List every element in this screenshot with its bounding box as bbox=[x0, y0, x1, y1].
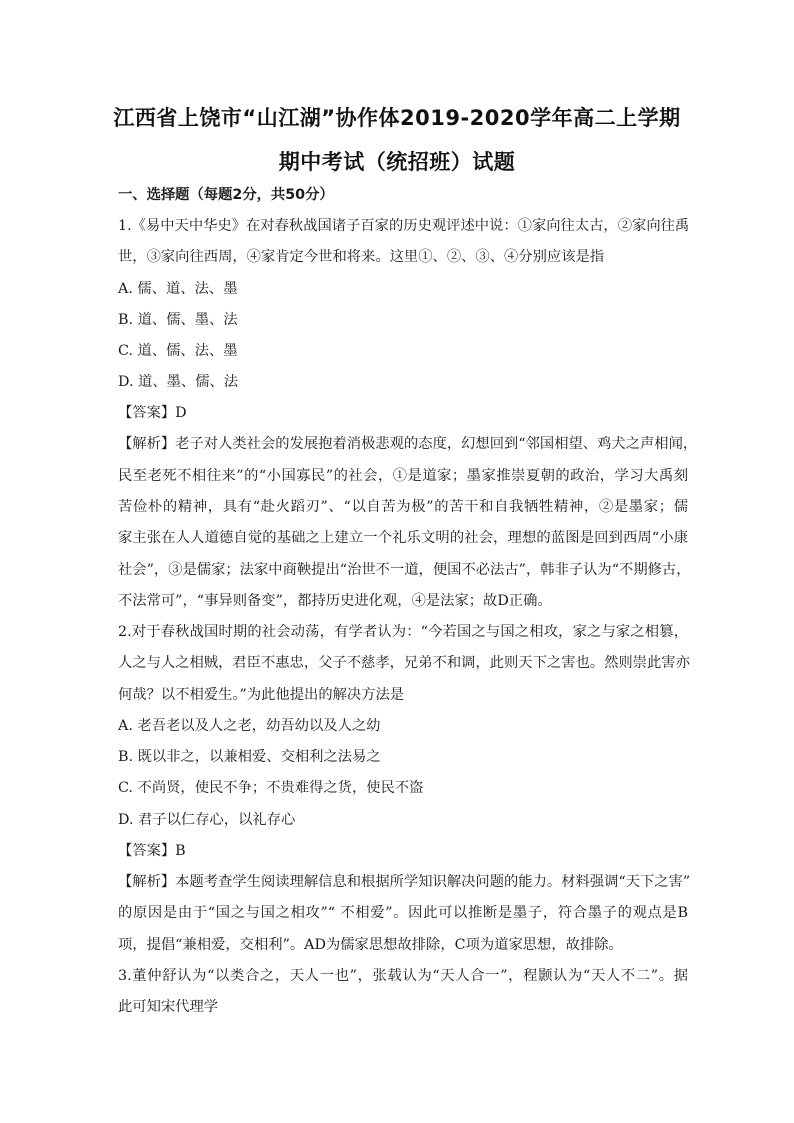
q1-explanation-line-3: 苦俭朴的精神，具有“赴火蹈刃”、“以自苦为极”的苦干和自我牺牲精神，②是墨家；儒 bbox=[118, 499, 688, 515]
q2-option-d: D. 君子以仁存心，以礼存心 bbox=[118, 812, 296, 828]
q2-explanation-line-2: 的原因是由于“国之与国之相攻”“ 不相爱”。因此可以推断是墨子，符合墨子的观点是B bbox=[118, 905, 688, 921]
q2-answer: 【答案】B bbox=[118, 843, 186, 859]
document-title-line-2: 期中考试（统招班）试题 bbox=[278, 150, 516, 174]
q2-explanation-line-1: 【解析】本题考查学生阅读理解信息和根据所学知识解决问题的能力。材料强调“天下之害” bbox=[118, 874, 691, 890]
q2-stem-line-2: 人之与人之相贼，君臣不惠忠，父子不慈孝，兄弟不和调，此则天下之害也。然则崇此害亦 bbox=[118, 655, 690, 671]
q1-explanation-line-6: 不法常可”，“事异则备变”，都持历史进化观，④是法家；故D正确。 bbox=[118, 593, 552, 609]
q2-explanation-line-3: 项，提倡“兼相爱，交相利”。AD为儒家思想故排除，C项为道家思想，故排除。 bbox=[118, 937, 623, 953]
q1-explanation-line-5: 社会”，③是儒家；法家中商鞅提出“治世不一道，便国不必法古”，韩非子认为“不期修古， bbox=[118, 562, 691, 578]
q2-option-b: B. 既以非之，以兼相爱、交相利之法易之 bbox=[118, 749, 381, 765]
q1-option-a: A. 儒、道、法、墨 bbox=[118, 281, 238, 297]
document-title-line-1: 江西省上饶市“山江湖”协作体2019-2020学年高二上学期 bbox=[113, 106, 681, 130]
q3-stem-line-1: 3.董仲舒认为“以类合之，天人一也”，张载认为“天人合一”，程颢认为“天人不二”。据 bbox=[118, 968, 688, 984]
q1-explanation-line-1: 【解析】老子对人类社会的发展抱着消极悲观的态度，幻想回到“邻国相望、鸡犬之声相闻， bbox=[118, 436, 698, 452]
q1-answer: 【答案】D bbox=[118, 405, 187, 421]
q1-option-c: C. 道、儒、法、墨 bbox=[118, 343, 238, 359]
q2-option-c: C. 不尚贤，使民不争；不贵难得之货，使民不盗 bbox=[118, 780, 424, 796]
q2-option-a: A. 老吾老以及人之老，幼吾幼以及人之幼 bbox=[118, 718, 381, 734]
q2-stem-line-3: 何哉？以不相爱生。”为此他提出的解决方法是 bbox=[118, 687, 405, 703]
q1-option-d: D. 道、墨、儒、法 bbox=[118, 374, 239, 390]
section-heading: 一、选择题（每题2分，共50分） bbox=[118, 187, 334, 203]
q1-explanation-line-2: 民至老死不相往来”的“小国寡民”的社会，①是道家；墨家推崇夏朝的政治，学习大禹刻 bbox=[118, 468, 688, 484]
q3-stem-line-2: 此可知宋代理学 bbox=[118, 999, 219, 1015]
q1-option-b: B. 道、儒、墨、法 bbox=[118, 312, 238, 328]
q1-stem-line-2: 世，③家向往西周，④家肯定今世和将来。这里①、②、③、④分别应该是指 bbox=[118, 249, 605, 265]
q2-stem-line-1: 2.对于春秋战国时期的社会动荡，有学者认为：“今若国之与国之相攻，家之与家之相篡， bbox=[118, 624, 688, 640]
q1-explanation-line-4: 家主张在人人道德自觉的基础之上建立一个礼乐文明的社会，理想的蓝图是回到西周“小康 bbox=[118, 530, 688, 546]
q1-stem-line-1: 1.《易中天中华史》在对春秋战国诸子百家的历史观评述中说：①家向往太古，②家向往禹 bbox=[118, 218, 690, 234]
